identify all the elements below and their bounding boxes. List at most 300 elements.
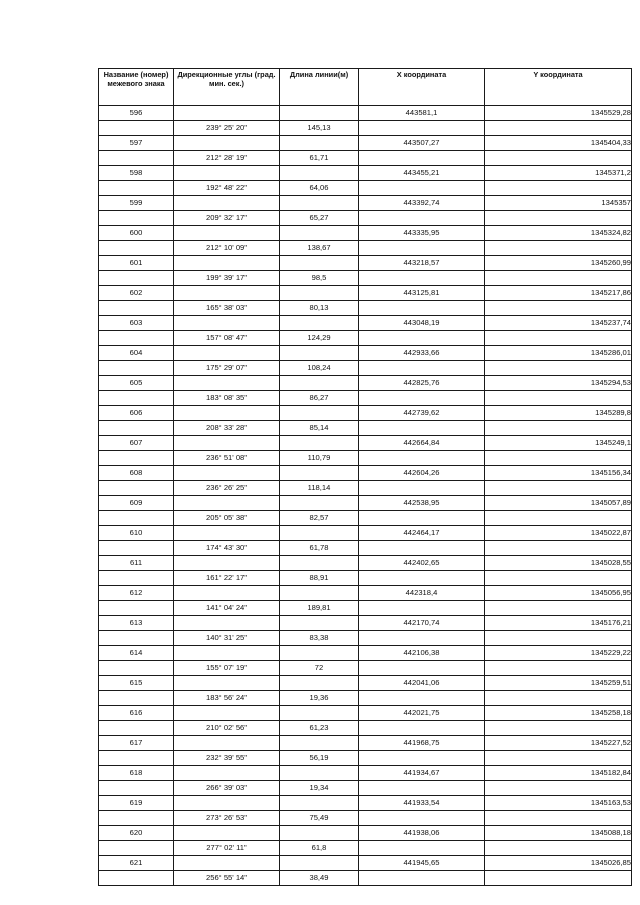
empty-cell (174, 496, 280, 511)
empty-cell (485, 241, 632, 256)
empty-cell (485, 811, 632, 826)
y-coordinate-cell: 1345229,22 (485, 646, 632, 661)
empty-cell (99, 451, 174, 466)
empty-cell (99, 361, 174, 376)
empty-cell (485, 481, 632, 496)
direction-angle-cell: 212° 10' 09" (174, 241, 280, 256)
empty-cell (280, 166, 359, 181)
table-row-segment (99, 721, 632, 736)
empty-cell (359, 541, 485, 556)
empty-cell (485, 451, 632, 466)
direction-angle-cell: 183° 08' 35" (174, 391, 280, 406)
table-row-point (99, 586, 632, 601)
empty-cell (174, 826, 280, 841)
table-row-segment (99, 751, 632, 766)
table-row-point (99, 196, 632, 211)
empty-cell (174, 106, 280, 121)
x-coordinate-cell: 442739,62 (359, 406, 485, 421)
table-row-segment (99, 301, 632, 316)
empty-cell (174, 286, 280, 301)
table-row-point (99, 646, 632, 661)
table-row-point (99, 436, 632, 451)
empty-cell (485, 271, 632, 286)
empty-cell (174, 556, 280, 571)
table-row-point (99, 256, 632, 271)
direction-angle-cell: 273° 26' 53" (174, 811, 280, 826)
direction-angle-cell: 205° 05' 38" (174, 511, 280, 526)
table-row-point (99, 226, 632, 241)
line-length-cell: 56,19 (280, 751, 359, 766)
empty-cell (485, 691, 632, 706)
header-direction-angle: Дирекционные углы (град. мин. сек.) (174, 69, 280, 106)
empty-cell (174, 436, 280, 451)
empty-cell (280, 826, 359, 841)
boundary-coordinates-table (98, 68, 632, 886)
x-coordinate-cell: 442604,26 (359, 466, 485, 481)
empty-cell (485, 151, 632, 166)
table-row-segment (99, 811, 632, 826)
table-row-point (99, 286, 632, 301)
empty-cell (485, 361, 632, 376)
empty-cell (99, 121, 174, 136)
table-row-segment (99, 511, 632, 526)
table-row-segment (99, 271, 632, 286)
empty-cell (280, 856, 359, 871)
table-row-segment (99, 331, 632, 346)
point-name-cell: 616 (99, 706, 174, 721)
empty-cell (174, 706, 280, 721)
direction-angle-cell: 236° 51' 08" (174, 451, 280, 466)
empty-cell (99, 721, 174, 736)
point-name-cell: 603 (99, 316, 174, 331)
point-name-cell: 601 (99, 256, 174, 271)
empty-cell (485, 391, 632, 406)
empty-cell (99, 151, 174, 166)
empty-cell (485, 661, 632, 676)
empty-cell (280, 256, 359, 271)
table-row-point (99, 766, 632, 781)
table-row-point (99, 376, 632, 391)
point-name-cell: 602 (99, 286, 174, 301)
y-coordinate-cell: 1345260,99 (485, 256, 632, 271)
y-coordinate-cell: 1345286,01 (485, 346, 632, 361)
x-coordinate-cell: 442464,17 (359, 526, 485, 541)
empty-cell (174, 376, 280, 391)
table-row-segment (99, 691, 632, 706)
empty-cell (359, 811, 485, 826)
point-name-cell: 619 (99, 796, 174, 811)
empty-cell (280, 676, 359, 691)
empty-cell (485, 121, 632, 136)
y-coordinate-cell: 1345371,2 (485, 166, 632, 181)
empty-cell (174, 466, 280, 481)
x-coordinate-cell: 442402,65 (359, 556, 485, 571)
point-name-cell: 621 (99, 856, 174, 871)
y-coordinate-cell: 1345249,1 (485, 436, 632, 451)
x-coordinate-cell: 443125,81 (359, 286, 485, 301)
y-coordinate-cell: 1345259,51 (485, 676, 632, 691)
table-row-segment (99, 241, 632, 256)
empty-cell (99, 301, 174, 316)
empty-cell (280, 526, 359, 541)
line-length-cell: 145,13 (280, 121, 359, 136)
empty-cell (359, 481, 485, 496)
empty-cell (280, 766, 359, 781)
empty-cell (280, 136, 359, 151)
empty-cell (280, 586, 359, 601)
direction-angle-cell: 266° 39' 03" (174, 781, 280, 796)
y-coordinate-cell: 1345324,82 (485, 226, 632, 241)
direction-angle-cell: 140° 31' 25" (174, 631, 280, 646)
empty-cell (280, 706, 359, 721)
empty-cell (359, 631, 485, 646)
empty-cell (99, 511, 174, 526)
x-coordinate-cell: 442021,75 (359, 706, 485, 721)
empty-cell (485, 541, 632, 556)
line-length-cell: 61,78 (280, 541, 359, 556)
point-name-cell: 615 (99, 676, 174, 691)
empty-cell (280, 796, 359, 811)
x-coordinate-cell: 443581,1 (359, 106, 485, 121)
table-row-point (99, 136, 632, 151)
empty-cell (99, 841, 174, 856)
line-length-cell: 61,23 (280, 721, 359, 736)
line-length-cell: 138,67 (280, 241, 359, 256)
table-row-point (99, 166, 632, 181)
empty-cell (280, 286, 359, 301)
table-row-point (99, 676, 632, 691)
x-coordinate-cell: 443048,19 (359, 316, 485, 331)
point-name-cell: 608 (99, 466, 174, 481)
line-length-cell: 80,13 (280, 301, 359, 316)
empty-cell (99, 631, 174, 646)
x-coordinate-cell: 442170,74 (359, 616, 485, 631)
table-row-point (99, 706, 632, 721)
empty-cell (174, 316, 280, 331)
line-length-cell: 85,14 (280, 421, 359, 436)
empty-cell (359, 871, 485, 886)
empty-cell (280, 316, 359, 331)
empty-cell (359, 781, 485, 796)
y-coordinate-cell: 1345026,85 (485, 856, 632, 871)
empty-cell (485, 331, 632, 346)
point-name-cell: 607 (99, 436, 174, 451)
direction-angle-cell: 157° 08' 47" (174, 331, 280, 346)
empty-cell (99, 601, 174, 616)
x-coordinate-cell: 441933,54 (359, 796, 485, 811)
table-row-point (99, 346, 632, 361)
x-coordinate-cell: 442318,4 (359, 586, 485, 601)
direction-angle-cell: 183° 56' 24" (174, 691, 280, 706)
empty-cell (174, 346, 280, 361)
line-length-cell: 98,5 (280, 271, 359, 286)
empty-cell (280, 736, 359, 751)
y-coordinate-cell: 1345022,87 (485, 526, 632, 541)
x-coordinate-cell: 442933,66 (359, 346, 485, 361)
table-row-point (99, 466, 632, 481)
empty-cell (359, 331, 485, 346)
y-coordinate-cell: 1345404,33 (485, 136, 632, 151)
direction-angle-cell: 199° 39' 17" (174, 271, 280, 286)
table-row-segment (99, 571, 632, 586)
direction-angle-cell: 208° 33' 28" (174, 421, 280, 436)
empty-cell (99, 541, 174, 556)
empty-cell (174, 766, 280, 781)
table-row-segment (99, 151, 632, 166)
empty-cell (485, 751, 632, 766)
empty-cell (359, 121, 485, 136)
empty-cell (99, 211, 174, 226)
empty-cell (359, 721, 485, 736)
point-name-cell: 604 (99, 346, 174, 361)
empty-cell (359, 391, 485, 406)
table-row-segment (99, 871, 632, 886)
empty-cell (99, 391, 174, 406)
x-coordinate-cell: 441938,06 (359, 826, 485, 841)
point-name-cell: 612 (99, 586, 174, 601)
direction-angle-cell: 209° 32' 17" (174, 211, 280, 226)
direction-angle-cell: 155° 07' 19" (174, 661, 280, 676)
line-length-cell: 110,79 (280, 451, 359, 466)
direction-angle-cell: 277° 02' 11" (174, 841, 280, 856)
table-row-point (99, 556, 632, 571)
empty-cell (359, 361, 485, 376)
empty-cell (280, 106, 359, 121)
y-coordinate-cell: 1345237,74 (485, 316, 632, 331)
empty-cell (359, 301, 485, 316)
empty-cell (359, 571, 485, 586)
direction-angle-cell: 212° 28' 19" (174, 151, 280, 166)
empty-cell (280, 226, 359, 241)
line-length-cell: 83,38 (280, 631, 359, 646)
empty-cell (359, 421, 485, 436)
y-coordinate-cell: 1345088,18 (485, 826, 632, 841)
empty-cell (359, 601, 485, 616)
point-name-cell: 618 (99, 766, 174, 781)
table-row-segment (99, 211, 632, 226)
line-length-cell: 19,34 (280, 781, 359, 796)
empty-cell (485, 631, 632, 646)
line-length-cell: 61,8 (280, 841, 359, 856)
empty-cell (359, 271, 485, 286)
point-name-cell: 600 (99, 226, 174, 241)
table-row-segment (99, 451, 632, 466)
x-coordinate-cell: 442106,38 (359, 646, 485, 661)
y-coordinate-cell: 1345258,18 (485, 706, 632, 721)
empty-cell (280, 466, 359, 481)
table-row-point (99, 826, 632, 841)
x-coordinate-cell: 442538,95 (359, 496, 485, 511)
y-coordinate-cell: 1345056,95 (485, 586, 632, 601)
empty-cell (99, 271, 174, 286)
empty-cell (359, 841, 485, 856)
empty-cell (359, 151, 485, 166)
x-coordinate-cell: 443218,57 (359, 256, 485, 271)
line-length-cell: 118,14 (280, 481, 359, 496)
table-row-segment (99, 421, 632, 436)
table-row-segment (99, 541, 632, 556)
empty-cell (174, 796, 280, 811)
line-length-cell: 38,49 (280, 871, 359, 886)
point-name-cell: 610 (99, 526, 174, 541)
x-coordinate-cell: 443392,74 (359, 196, 485, 211)
x-coordinate-cell: 442825,76 (359, 376, 485, 391)
y-coordinate-cell: 1345156,34 (485, 466, 632, 481)
line-length-cell: 108,24 (280, 361, 359, 376)
empty-cell (280, 646, 359, 661)
point-name-cell: 606 (99, 406, 174, 421)
empty-cell (174, 136, 280, 151)
empty-cell (99, 571, 174, 586)
x-coordinate-cell: 441968,75 (359, 736, 485, 751)
table-row-segment (99, 481, 632, 496)
table-row-segment (99, 631, 632, 646)
empty-cell (99, 781, 174, 796)
empty-cell (99, 481, 174, 496)
direction-angle-cell: 161° 22' 17" (174, 571, 280, 586)
y-coordinate-cell: 1345289,8 (485, 406, 632, 421)
table-row-segment (99, 121, 632, 136)
line-length-cell: 72 (280, 661, 359, 676)
table-row-segment (99, 781, 632, 796)
direction-angle-cell: 239° 25' 20" (174, 121, 280, 136)
line-length-cell: 61,71 (280, 151, 359, 166)
empty-cell (485, 871, 632, 886)
table-row-point (99, 106, 632, 121)
point-name-cell: 599 (99, 196, 174, 211)
point-name-cell: 614 (99, 646, 174, 661)
empty-cell (99, 421, 174, 436)
empty-cell (485, 571, 632, 586)
table-header-row (99, 69, 632, 106)
direction-angle-cell: 175° 29' 07" (174, 361, 280, 376)
empty-cell (99, 811, 174, 826)
table-row-point (99, 616, 632, 631)
y-coordinate-cell: 1345163,53 (485, 796, 632, 811)
empty-cell (485, 181, 632, 196)
empty-cell (485, 211, 632, 226)
direction-angle-cell: 232° 39' 55" (174, 751, 280, 766)
empty-cell (99, 331, 174, 346)
direction-angle-cell: 192° 48' 22" (174, 181, 280, 196)
empty-cell (280, 436, 359, 451)
point-name-cell: 611 (99, 556, 174, 571)
empty-cell (174, 406, 280, 421)
empty-cell (485, 421, 632, 436)
line-length-cell: 65,27 (280, 211, 359, 226)
direction-angle-cell: 165° 38' 03" (174, 301, 280, 316)
empty-cell (174, 196, 280, 211)
table-row-segment (99, 841, 632, 856)
empty-cell (174, 256, 280, 271)
y-coordinate-cell: 1345227,52 (485, 736, 632, 751)
line-length-cell: 88,91 (280, 571, 359, 586)
table-row-point (99, 316, 632, 331)
direction-angle-cell: 141° 04' 24" (174, 601, 280, 616)
point-name-cell: 597 (99, 136, 174, 151)
point-name-cell: 620 (99, 826, 174, 841)
y-coordinate-cell: 1345028,55 (485, 556, 632, 571)
empty-cell (99, 871, 174, 886)
header-line-length: Длина линии(м) (280, 69, 359, 106)
empty-cell (174, 586, 280, 601)
y-coordinate-cell: 1345182,84 (485, 766, 632, 781)
line-length-cell: 189,81 (280, 601, 359, 616)
empty-cell (485, 721, 632, 736)
empty-cell (359, 751, 485, 766)
line-length-cell: 19,36 (280, 691, 359, 706)
x-coordinate-cell: 441945,65 (359, 856, 485, 871)
empty-cell (99, 241, 174, 256)
empty-cell (485, 301, 632, 316)
point-name-cell: 596 (99, 106, 174, 121)
direction-angle-cell: 210° 02' 56" (174, 721, 280, 736)
x-coordinate-cell: 442664,84 (359, 436, 485, 451)
header-point-name: Название (номер) межевого знака (99, 69, 174, 106)
y-coordinate-cell: 1345217,86 (485, 286, 632, 301)
y-coordinate-cell: 1345529,28 (485, 106, 632, 121)
empty-cell (99, 181, 174, 196)
empty-cell (174, 616, 280, 631)
table-row-point (99, 406, 632, 421)
empty-cell (485, 511, 632, 526)
header-x-coordinate: X координата (359, 69, 485, 106)
table-row-segment (99, 391, 632, 406)
line-length-cell: 64,06 (280, 181, 359, 196)
point-name-cell: 605 (99, 376, 174, 391)
empty-cell (280, 496, 359, 511)
empty-cell (174, 676, 280, 691)
empty-cell (174, 736, 280, 751)
x-coordinate-cell: 443455,21 (359, 166, 485, 181)
empty-cell (174, 856, 280, 871)
direction-angle-cell: 256° 55' 14" (174, 871, 280, 886)
table-row-point (99, 796, 632, 811)
empty-cell (280, 406, 359, 421)
empty-cell (359, 451, 485, 466)
table-row-segment (99, 361, 632, 376)
empty-cell (99, 661, 174, 676)
line-length-cell: 82,57 (280, 511, 359, 526)
empty-cell (359, 211, 485, 226)
empty-cell (99, 691, 174, 706)
x-coordinate-cell: 441934,67 (359, 766, 485, 781)
table-body (99, 106, 632, 886)
empty-cell (485, 601, 632, 616)
y-coordinate-cell: 1345176,21 (485, 616, 632, 631)
direction-angle-cell: 236° 26' 25" (174, 481, 280, 496)
table-row-point (99, 856, 632, 871)
point-name-cell: 598 (99, 166, 174, 181)
empty-cell (280, 196, 359, 211)
empty-cell (359, 511, 485, 526)
table-row-segment (99, 661, 632, 676)
point-name-cell: 617 (99, 736, 174, 751)
empty-cell (485, 781, 632, 796)
point-name-cell: 609 (99, 496, 174, 511)
table-row-point (99, 736, 632, 751)
empty-cell (359, 181, 485, 196)
empty-cell (174, 526, 280, 541)
empty-cell (174, 166, 280, 181)
empty-cell (359, 241, 485, 256)
y-coordinate-cell: 1345294,53 (485, 376, 632, 391)
x-coordinate-cell: 442041,06 (359, 676, 485, 691)
empty-cell (99, 751, 174, 766)
direction-angle-cell: 174° 43' 30" (174, 541, 280, 556)
table-row-segment (99, 601, 632, 616)
table-row-point (99, 526, 632, 541)
